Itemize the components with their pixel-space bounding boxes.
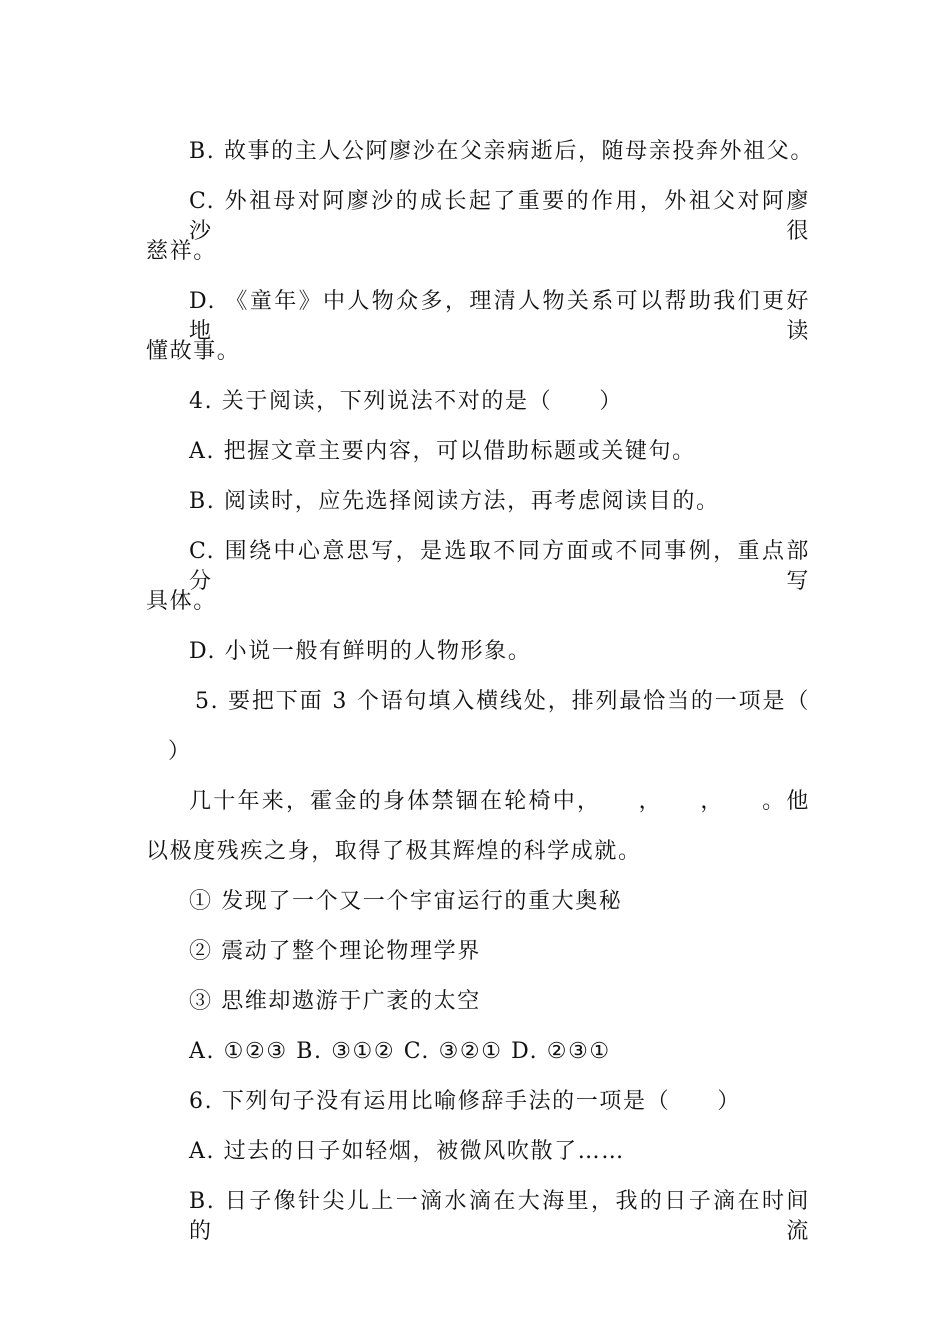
question-5-passage: 几十年来，霍金的身体禁锢在轮椅中， ， ， 。他 bbox=[189, 789, 810, 814]
option-4b: B. 阅读时，应先选择阅读方法，再考虑阅读目的。 bbox=[189, 489, 720, 514]
question-5: 5. 要把下面 3 个语句填入横线处，排列最恰当的一项是（ bbox=[195, 689, 810, 714]
option-6a: A. 过去的日子如轻烟，被微风吹散了…… bbox=[189, 1139, 625, 1164]
option-4a: A. 把握文章主要内容，可以借助标题或关键句。 bbox=[189, 439, 696, 464]
option-4c: C. 围绕中心意思写，是选取不同方面或不同事例，重点部分写 bbox=[189, 539, 810, 594]
question-5-options: A. ①②③ B. ③①② C. ③②① D. ②③① bbox=[189, 1039, 611, 1064]
option-3b: B. 故事的主人公阿廖沙在父亲病逝后，随母亲投奔外祖父。 bbox=[189, 139, 814, 164]
option-6b: B. 日子像针尖儿上一滴水滴在大海里，我的日子滴在时间的流 bbox=[189, 1189, 810, 1244]
option-3d-continued: 懂故事。 bbox=[146, 339, 241, 364]
question-5-continued: ） bbox=[168, 739, 192, 764]
option-3c: C. 外祖母对阿廖沙的成长起了重要的作用，外祖父对阿廖沙很 bbox=[189, 189, 810, 244]
question-6: 6. 下列句子没有运用比喻修辞手法的一项是（ ） bbox=[189, 1089, 741, 1114]
sentence-3: ③ 思维却遨游于广袤的太空 bbox=[189, 989, 481, 1014]
option-3c-continued: 慈祥。 bbox=[146, 239, 217, 264]
option-4c-continued: 具体。 bbox=[146, 589, 217, 614]
option-4d: D. 小说一般有鲜明的人物形象。 bbox=[189, 639, 532, 664]
sentence-1: ① 发现了一个又一个宇宙运行的重大奥秘 bbox=[189, 889, 623, 914]
question-5-passage-continued: 以极度残疾之身，取得了极其辉煌的科学成就。 bbox=[146, 839, 642, 864]
option-3d: D. 《童年》中人物众多，理清人物关系可以帮助我们更好地读 bbox=[189, 289, 810, 344]
sentence-2: ② 震动了整个理论物理学界 bbox=[189, 939, 481, 964]
question-4: 4. 关于阅读，下列说法不对的是（ ） bbox=[189, 389, 623, 414]
